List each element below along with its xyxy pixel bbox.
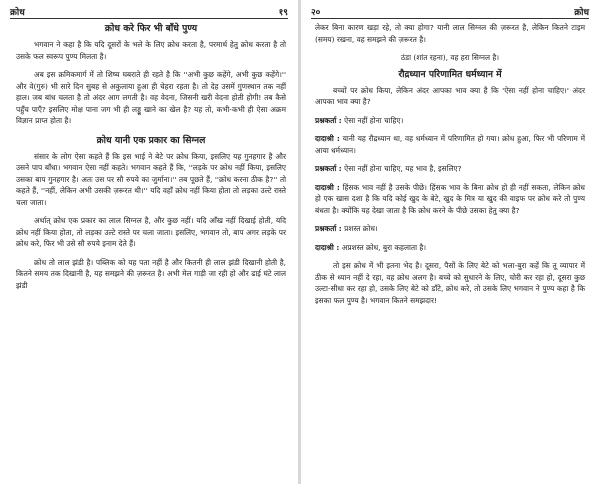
dialogue-text: यानी यह रौद्रध्यान था, वह धर्मध्यान में परिणामित हो गया। क्रोध हुआ, फिर भी परिणाम में आया धर्मध्यान। xyxy=(315,134,585,155)
dialogue-line xyxy=(315,223,585,235)
right-page-header xyxy=(311,4,589,19)
dialogue-line xyxy=(315,163,585,175)
dialogue-text: ऐसा नहीं होना चाहिए। xyxy=(344,115,404,125)
left-page xyxy=(0,0,298,484)
dialogue-line xyxy=(315,182,585,217)
left-page-header xyxy=(10,4,288,19)
dialogue-text: हिंसक भाव नहीं है उसके पीछे। हिंसक भाव के बिना क्रोध हो ही नहीं सकता, लेकिन क्रोध हो एक खास दशा है कि यदि कोई खुद के बेटे, खुद के मित्र या खुद की वाइफ पर क्रोध करे तो पुण्य बंधता है। क्योंकि यह देखा जाता है कि क्रोध करने के पीछे उसका हेतु क्या है? xyxy=(315,182,585,215)
dialogue-line xyxy=(315,133,585,156)
dialogue-speaker: दादाश्री : xyxy=(315,182,340,192)
dialogue-line xyxy=(315,242,585,254)
paragraph: संसार के लोग ऐसा कहते हैं कि इस भाई ने बेटे पर क्रोध किया, इसलिए यह गुनहगार है और उसने पाप बाँधा। भगवान ऐसा नहीं कहते। भगवान कहते हैं कि, ''लड़के पर क्रोध नहीं किया, इसलिए उसका बाप गुनहगार है। अतः उस पर सौ रुपये का जुर्माना।'' तब पूछते हैं, ''क्रोध करना ठीक है?'' तो कहते हैं, ''नहीं, लेकिन अभी उसकी ज़रूरत थी।'' यदि वहाँ क्रोध नहीं किया होता तो लड़का उल्टे रास्ते चला जाता। xyxy=(16,151,286,207)
dialogue-text: अप्रशस्त क्रोध, बुरा कहलाता है। xyxy=(341,242,427,252)
dialogue-speaker: प्रश्नकर्ता : xyxy=(315,115,342,125)
dialogue-line xyxy=(315,115,585,127)
paragraph: अर्थात् क्रोध एक प्रकार का लाल सिग्नल है, और कुछ नहीं। यदि आँख नहीं दिखाई होती, यदि क्रोध नहीं किया होता, तो लड़का उल्टे रास्ते पर चला जाता। इसलिए, भगवान तो, बाप अगर लड़के पर क्रोध करे, फिर भी उसे सौ रुपये इनाम देते हैं। xyxy=(16,216,286,248)
paragraph: ठंडा (शांत रहना), वह हरा सिग्नल है। xyxy=(400,53,500,62)
section-heading: क्रोध करे फिर भी बाँधे पुण्य xyxy=(104,23,198,34)
right-page-number: २० xyxy=(311,8,321,18)
left-page-content xyxy=(16,22,286,480)
paragraph: क्रोध तो लाल झंडी है। पब्लिक को यह पता नहीं है और कितनी ही लाल झंडी दिखानी होती है, कितने समय तक दिखानी है, यह समझने की ज़रूरत है। अभी मेल गाड़ी जा रही हो और ढाई घंटे लाल झंडी xyxy=(16,257,286,290)
paragraph: बच्चों पर क्रोध किया, लेकिन अंदर आपका भाव क्या है कि 'ऐसा नहीं होना चाहिए।' अंदर आपका भाव क्या है? xyxy=(315,85,585,106)
paragraph: अब इस क्रमिकमार्ग में तो शिष्य घबराते ही रहते है कि ''अभी कुछ कहेंगे, अभी कुछ कहेंगे।'' और वे(गुरु) भी सारे दिन सुबह से अकुलाया हुआ ही चेहरा रहता है। तो देह उसमें गुणस्थान तक नहीं हाल। जब बांध चलता है तो अंदर आग लगती है। वह वेदना, जिसनी खरी वेदना होती होगी! तब कैसे पहुँच पाएँ? इसलिए मोक्ष पाना जग भी ही लड्डू खाने का खेल है? यह तो, कभी-कभी ही ऐसा अक्रम विज्ञान प्राप्त होता है। xyxy=(16,70,286,125)
right-header-title: क्रोध xyxy=(574,8,589,18)
left-page-number: १९ xyxy=(278,8,288,18)
dialogue-speaker: दादाश्री : xyxy=(315,134,340,143)
dialogue-text: ऐसा नहीं होना चाहिए, यह भाव है, इसलिए? xyxy=(344,164,462,173)
paragraph: तो इस क्रोध में भी इतना भेद है। दूसरा, पैसों के लिए बेटे को भला-बुरा कहें कि तू व्यापार में ठीक से ध्यान नहीं दे रहा, वह क्रोध अलग है। बच्चे को सुधारने के लिए, चोरी कर रहा हो, दूसरा कुछ उल्टा-सीधा कर रहा हो, उसके लिए बेटे को डाँटे, क्रोध करे, तो उसके लिए भगवान ने पुण्य कहा है कि इसका फल पुण्य है। भगवान कितने समझदार! xyxy=(315,261,585,305)
dialogue-speaker: प्रश्नकर्ता : xyxy=(315,224,342,233)
right-page-content xyxy=(315,22,585,480)
paragraph: लेकर बिना कारण खड़ा रहे, तो क्या होगा? यानी लाल सिग्नल की ज़रूरत है, लेकिन कितने टाइम (समय) रखना, वह समझने की ज़रूरत है। xyxy=(315,23,585,44)
section-heading: रौद्रध्यान परिणामित धर्मध्यान में xyxy=(398,68,502,80)
right-page xyxy=(301,0,599,484)
dialogue-text: प्रशस्त क्रोध। xyxy=(344,224,378,233)
dialogue-speaker: प्रश्नकर्ता : xyxy=(315,164,342,173)
paragraph: भगवान ने कहा है कि यदि दूसरों के भले के लिए क्रोध करता है, परमार्थ हेतु क्रोध करता है तो उसके फल स्वरूप पुण्य मिलता है। xyxy=(16,40,286,61)
section-heading: क्रोध यानी एक प्रकार का सिग्नल xyxy=(96,134,206,146)
dialogue-speaker: दादाश्री : xyxy=(315,242,340,252)
left-header-title: क्रोध xyxy=(10,8,25,18)
